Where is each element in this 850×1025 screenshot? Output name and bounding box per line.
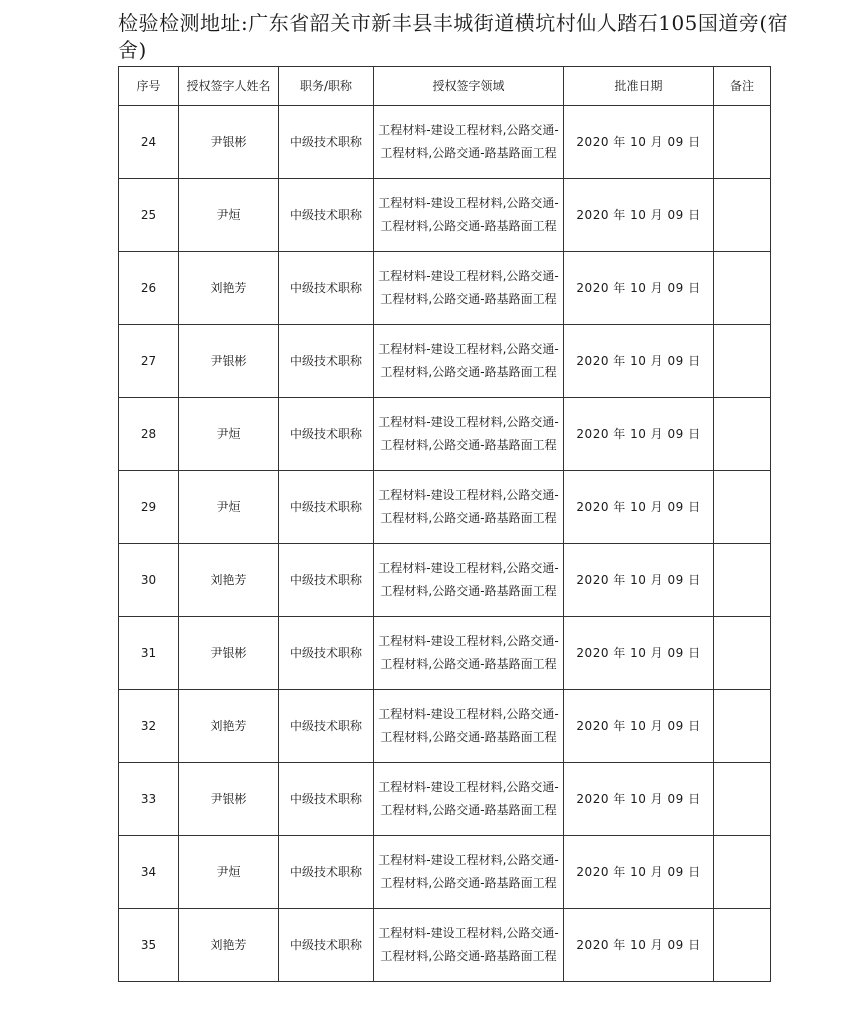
cell-name: 尹烜	[179, 836, 279, 909]
cell-date: 2020 年 10 月 09 日	[564, 325, 714, 398]
cell-no: 28	[119, 398, 179, 471]
table-row	[119, 106, 771, 179]
table-body	[119, 106, 771, 982]
cell-title: 中级技术职称	[279, 617, 374, 690]
cell-note	[714, 909, 771, 982]
table-row	[119, 763, 771, 836]
table-row	[119, 179, 771, 252]
cell-title: 中级技术职称	[279, 763, 374, 836]
cell-note	[714, 179, 771, 252]
col-header-name: 授权签字人姓名	[179, 67, 279, 106]
cell-date: 2020 年 10 月 09 日	[564, 106, 714, 179]
cell-date: 2020 年 10 月 09 日	[564, 690, 714, 763]
cell-note	[714, 106, 771, 179]
cell-name: 刘艳芳	[179, 690, 279, 763]
cell-note	[714, 252, 771, 325]
cell-no: 31	[119, 617, 179, 690]
cell-title: 中级技术职称	[279, 398, 374, 471]
col-header-title: 职务/职称	[279, 67, 374, 106]
cell-no: 32	[119, 690, 179, 763]
cell-no: 26	[119, 252, 179, 325]
cell-domain: 工程材料-建设工程材料,公路交通-工程材料,公路交通-路基路面工程	[374, 179, 564, 252]
cell-note	[714, 836, 771, 909]
cell-title: 中级技术职称	[279, 836, 374, 909]
address-heading: 检验检测地址:广东省韶关市新丰县丰城街道横坑村仙人踏石105国道旁(宿舍)	[118, 11, 789, 62]
col-header-date: 批准日期	[564, 67, 714, 106]
cell-domain: 工程材料-建设工程材料,公路交通-工程材料,公路交通-路基路面工程	[374, 325, 564, 398]
cell-title: 中级技术职称	[279, 252, 374, 325]
cell-name: 尹烜	[179, 179, 279, 252]
cell-title: 中级技术职称	[279, 544, 374, 617]
table-row	[119, 836, 771, 909]
cell-no: 35	[119, 909, 179, 982]
cell-name: 尹银彬	[179, 763, 279, 836]
signatory-table	[118, 66, 771, 982]
cell-note	[714, 325, 771, 398]
cell-title: 中级技术职称	[279, 179, 374, 252]
cell-title: 中级技术职称	[279, 106, 374, 179]
cell-name: 刘艳芳	[179, 544, 279, 617]
cell-domain: 工程材料-建设工程材料,公路交通-工程材料,公路交通-路基路面工程	[374, 909, 564, 982]
cell-no: 24	[119, 106, 179, 179]
cell-note	[714, 544, 771, 617]
cell-name: 刘艳芳	[179, 252, 279, 325]
cell-no: 29	[119, 471, 179, 544]
cell-name: 尹银彬	[179, 617, 279, 690]
cell-date: 2020 年 10 月 09 日	[564, 763, 714, 836]
cell-domain: 工程材料-建设工程材料,公路交通-工程材料,公路交通-路基路面工程	[374, 398, 564, 471]
cell-date: 2020 年 10 月 09 日	[564, 252, 714, 325]
cell-name: 刘艳芳	[179, 909, 279, 982]
cell-domain: 工程材料-建设工程材料,公路交通-工程材料,公路交通-路基路面工程	[374, 106, 564, 179]
cell-title: 中级技术职称	[279, 690, 374, 763]
col-header-no: 序号	[119, 67, 179, 106]
cell-name: 尹烜	[179, 471, 279, 544]
cell-name: 尹烜	[179, 398, 279, 471]
cell-domain: 工程材料-建设工程材料,公路交通-工程材料,公路交通-路基路面工程	[374, 252, 564, 325]
table-row	[119, 471, 771, 544]
col-header-note: 备注	[714, 67, 771, 106]
table-row	[119, 398, 771, 471]
cell-date: 2020 年 10 月 09 日	[564, 179, 714, 252]
table-row	[119, 617, 771, 690]
table-row	[119, 690, 771, 763]
cell-domain: 工程材料-建设工程材料,公路交通-工程材料,公路交通-路基路面工程	[374, 690, 564, 763]
cell-name: 尹银彬	[179, 325, 279, 398]
cell-note	[714, 763, 771, 836]
cell-domain: 工程材料-建设工程材料,公路交通-工程材料,公路交通-路基路面工程	[374, 763, 564, 836]
cell-no: 30	[119, 544, 179, 617]
cell-no: 33	[119, 763, 179, 836]
cell-date: 2020 年 10 月 09 日	[564, 909, 714, 982]
col-header-domain: 授权签字领域	[374, 67, 564, 106]
cell-domain: 工程材料-建设工程材料,公路交通-工程材料,公路交通-路基路面工程	[374, 544, 564, 617]
cell-no: 27	[119, 325, 179, 398]
cell-name: 尹银彬	[179, 106, 279, 179]
cell-note	[714, 617, 771, 690]
cell-date: 2020 年 10 月 09 日	[564, 471, 714, 544]
table-header-row	[119, 67, 771, 106]
cell-title: 中级技术职称	[279, 325, 374, 398]
table-row	[119, 544, 771, 617]
cell-note	[714, 398, 771, 471]
table-row	[119, 252, 771, 325]
cell-date: 2020 年 10 月 09 日	[564, 836, 714, 909]
cell-note	[714, 690, 771, 763]
table-row	[119, 909, 771, 982]
cell-date: 2020 年 10 月 09 日	[564, 617, 714, 690]
cell-title: 中级技术职称	[279, 471, 374, 544]
table-row	[119, 325, 771, 398]
cell-domain: 工程材料-建设工程材料,公路交通-工程材料,公路交通-路基路面工程	[374, 471, 564, 544]
cell-no: 34	[119, 836, 179, 909]
cell-note	[714, 471, 771, 544]
cell-date: 2020 年 10 月 09 日	[564, 544, 714, 617]
cell-title: 中级技术职称	[279, 909, 374, 982]
cell-domain: 工程材料-建设工程材料,公路交通-工程材料,公路交通-路基路面工程	[374, 617, 564, 690]
cell-date: 2020 年 10 月 09 日	[564, 398, 714, 471]
cell-no: 25	[119, 179, 179, 252]
cell-domain: 工程材料-建设工程材料,公路交通-工程材料,公路交通-路基路面工程	[374, 836, 564, 909]
